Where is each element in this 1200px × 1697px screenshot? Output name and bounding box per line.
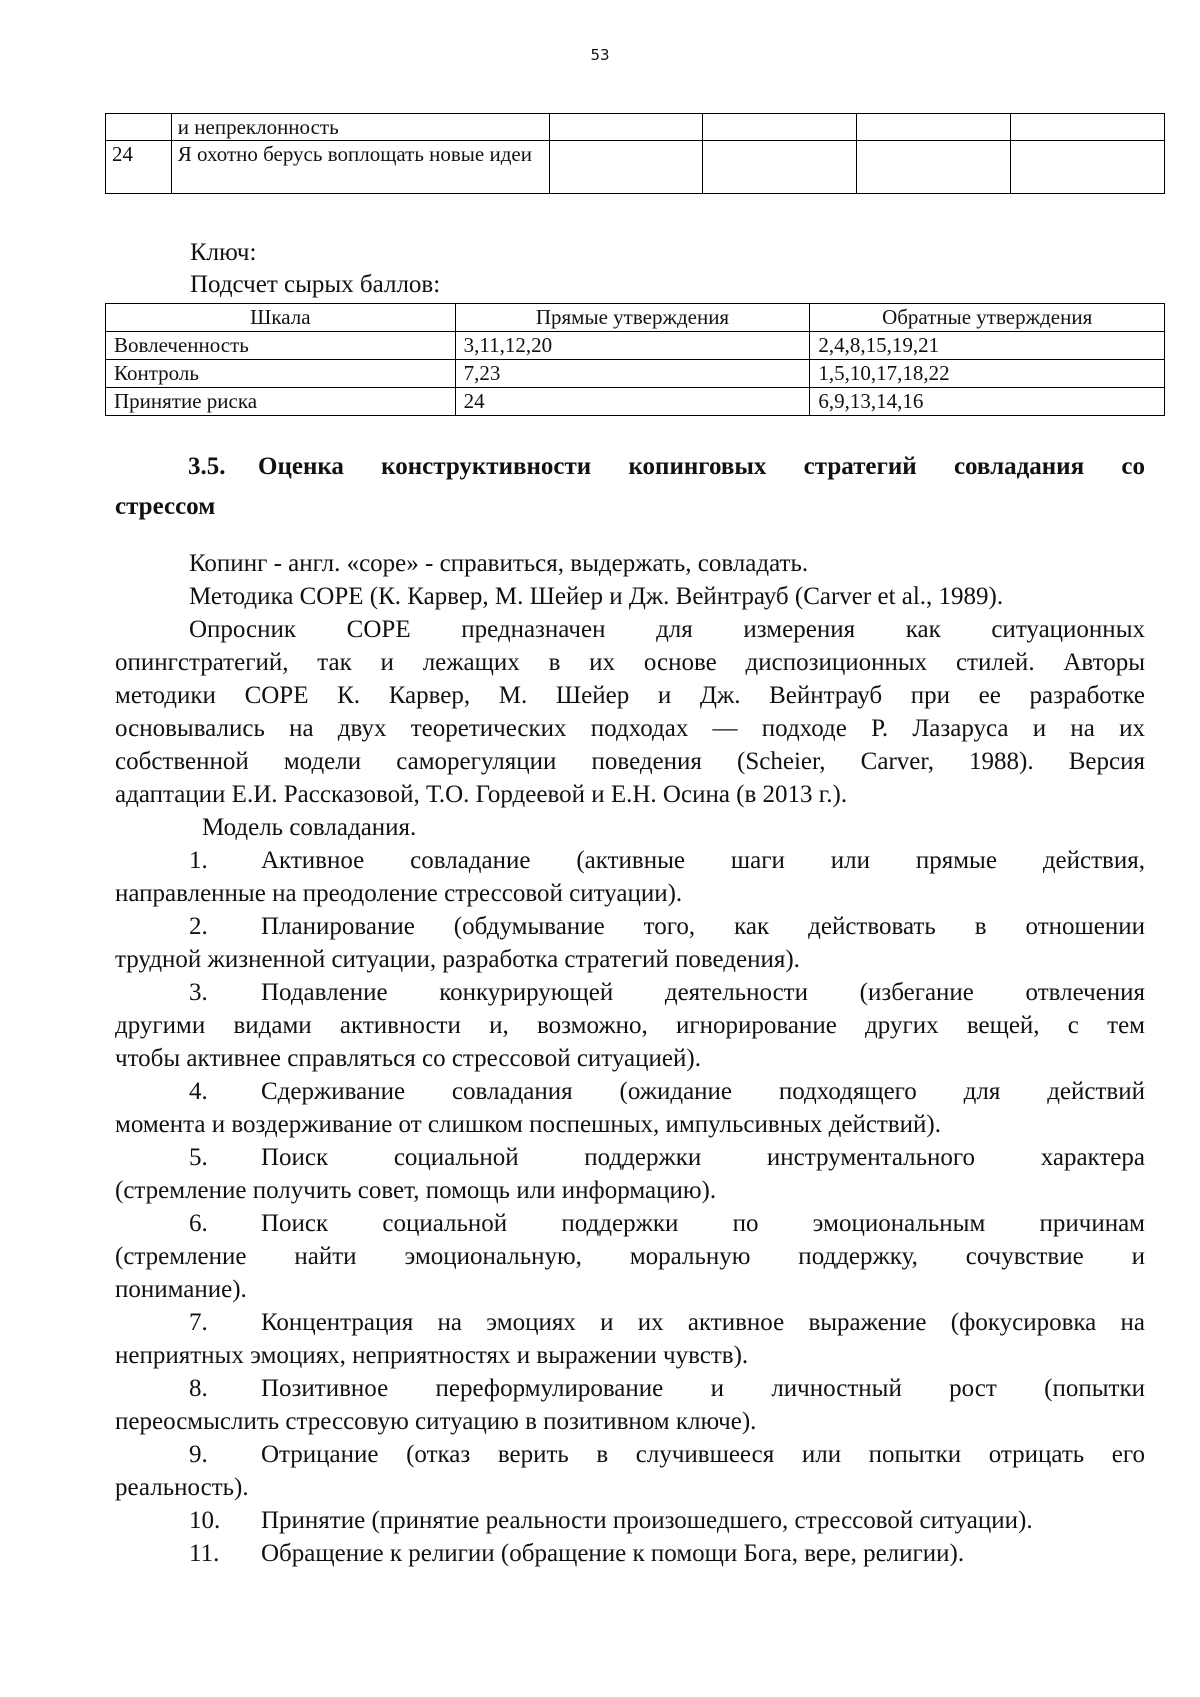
list-item-continuation: чтобы активнее справляться со стрессовой ситуацией). [115,1045,701,1072]
list-item-continuation: переосмыслить стрессовую ситуацию в позитивном ключе). [115,1408,757,1435]
model-label: Модель совладания. [202,814,417,841]
column-header: Обратные утверждения [810,304,1165,332]
list-item-continuation: неприятных эмоциях, неприятностях и выражении чувств). [115,1342,749,1369]
table-cell: 1,5,10,17,18,22 [810,360,1165,388]
list-item-number: 1. [189,847,208,874]
list-item-text: Поиск социальной поддержки инструментального характера [261,1144,1145,1171]
list-item-continuation: момента и воздерживание от слишком поспешных, импульсивных действий). [115,1111,941,1138]
list-item [115,1075,1145,1141]
list-item [115,1504,1145,1537]
table-cell: и непреклонность [171,114,549,141]
paragraph-line: основывались на двух теоретических подходах — подходе Р. Лазаруса и на их [115,715,1145,742]
list-item-number: 4. [189,1078,208,1105]
list-item-text: Концентрация на эмоциях и их активное выражение (фокусировка на [261,1309,1145,1336]
table-cell [106,114,172,141]
list-item-number: 7. [189,1309,208,1336]
list-item [115,1306,1145,1372]
section-title-line1: Оценка конструктивности копинговых стратегий совладания со [258,453,1145,480]
column-header: Шкала [106,304,456,332]
list-item-continuation: понимание). [115,1276,247,1303]
list-item-continuation: трудной жизненной ситуации, разработка стратегий поведения). [115,946,800,973]
raw-scores-label: Подсчет сырых баллов: [190,271,441,298]
paragraph-line: методики COPE К. Карвер, М. Шейер и Дж. Вейнтрауб при ее разработке [115,682,1145,709]
list-item [115,910,1145,976]
paragraph-line: Опросник COPE предназначен для измерения как ситуационных [189,616,1145,643]
list-item-number: 8. [189,1375,208,1402]
list-item-text: Активное совладание (активные шаги или прямые действия, [261,847,1145,874]
key-label: Ключ: [190,239,257,266]
table-cell: Я охотно берусь воплощать новые идеи [171,141,549,194]
paragraph-line: адаптации Е.И. Рассказовой, Т.О. Гордеевой и Е.Н. Осина (в 2013 г.). [115,781,848,808]
list-item [115,844,1145,910]
table-cell: 24 [455,388,810,416]
list-item-continuation: другими видами активности и, возможно, игнорирование других вещей, с тем [115,1012,1145,1039]
table-cell: Контроль [106,360,456,388]
list-item [115,976,1145,1075]
list-item [115,1537,1145,1570]
page-number: 53 [590,46,610,64]
list-item-number: 5. [189,1144,208,1171]
list-item-number: 6. [189,1210,208,1237]
section-number: 3.5. [188,453,226,480]
list-item-continuation: (стремление найти эмоциональную, моральную поддержку, сочувствие и [115,1243,1145,1270]
table-cell: Принятие риска [106,388,456,416]
questionnaire-table-fragment [105,113,1165,194]
table-cell: 2,4,8,15,19,21 [810,332,1165,360]
table-cell: 7,23 [455,360,810,388]
table-cell: Вовлеченность [106,332,456,360]
key-table [105,303,1165,416]
section-heading [115,447,1145,527]
list-item-number: 2. [189,913,208,940]
intro-line: Копинг - англ. «cope» - справиться, выдержать, совладать. [189,550,809,577]
list-item-continuation: (стремление получить совет, помощь или информацию). [115,1177,717,1204]
table-row [106,360,1165,388]
table-cell: 6,9,13,14,16 [810,388,1165,416]
list-item-continuation: реальность). [115,1474,249,1501]
list-item-number: 10. [189,1507,221,1534]
table-row [106,141,1165,194]
list-item-text: Позитивное переформулирование и личностный рост (попытки [261,1375,1145,1402]
list-item-text: Принятие (принятие реальности произошедшего, стрессовой ситуации). [261,1507,1033,1534]
table-row [106,388,1165,416]
list-item-text: Сдерживание совладания (ожидание подходящего для действий [261,1078,1145,1105]
list-item-number: 9. [189,1441,208,1468]
section-title-line2: стрессом [115,493,216,520]
list-item [115,1372,1145,1438]
list-item-number: 11. [189,1540,220,1567]
table-row [106,114,1165,141]
list-item-text: Подавление конкурирующей деятельности (избегание отвлечения [261,979,1145,1006]
list-item-number: 3. [189,979,208,1006]
list-item [115,1438,1145,1504]
list-item-text: Отрицание (отказ верить в случившееся или попытки отрицать его [261,1441,1145,1468]
paragraph-line: опингстратегий, так и лежащих в их основе диспозиционных стилей. Авторы [115,649,1145,676]
list-item-text: Поиск социальной поддержки по эмоциональным причинам [261,1210,1145,1237]
list-item-text: Планирование (обдумывание того, как действовать в отношении [261,913,1145,940]
table-cell: 24 [106,141,172,194]
table-header-row [106,304,1165,332]
list-item-continuation: направленные на преодоление стрессовой ситуации). [115,880,683,907]
list-item [115,1207,1145,1306]
list-item [115,1141,1145,1207]
table-row [106,332,1165,360]
intro-line: Методика COPE (К. Карвер, М. Шейер и Дж. Вейнтрауб (Carver et al., 1989). [189,583,1004,610]
list-item-text: Обращение к религии (обращение к помощи Бога, вере, религии). [261,1540,965,1567]
paragraph-line: собственной модели саморегуляции поведения (Scheier, Carver, 1988). Версия [115,748,1145,775]
table-cell: 3,11,12,20 [455,332,810,360]
column-header: Прямые утверждения [455,304,810,332]
